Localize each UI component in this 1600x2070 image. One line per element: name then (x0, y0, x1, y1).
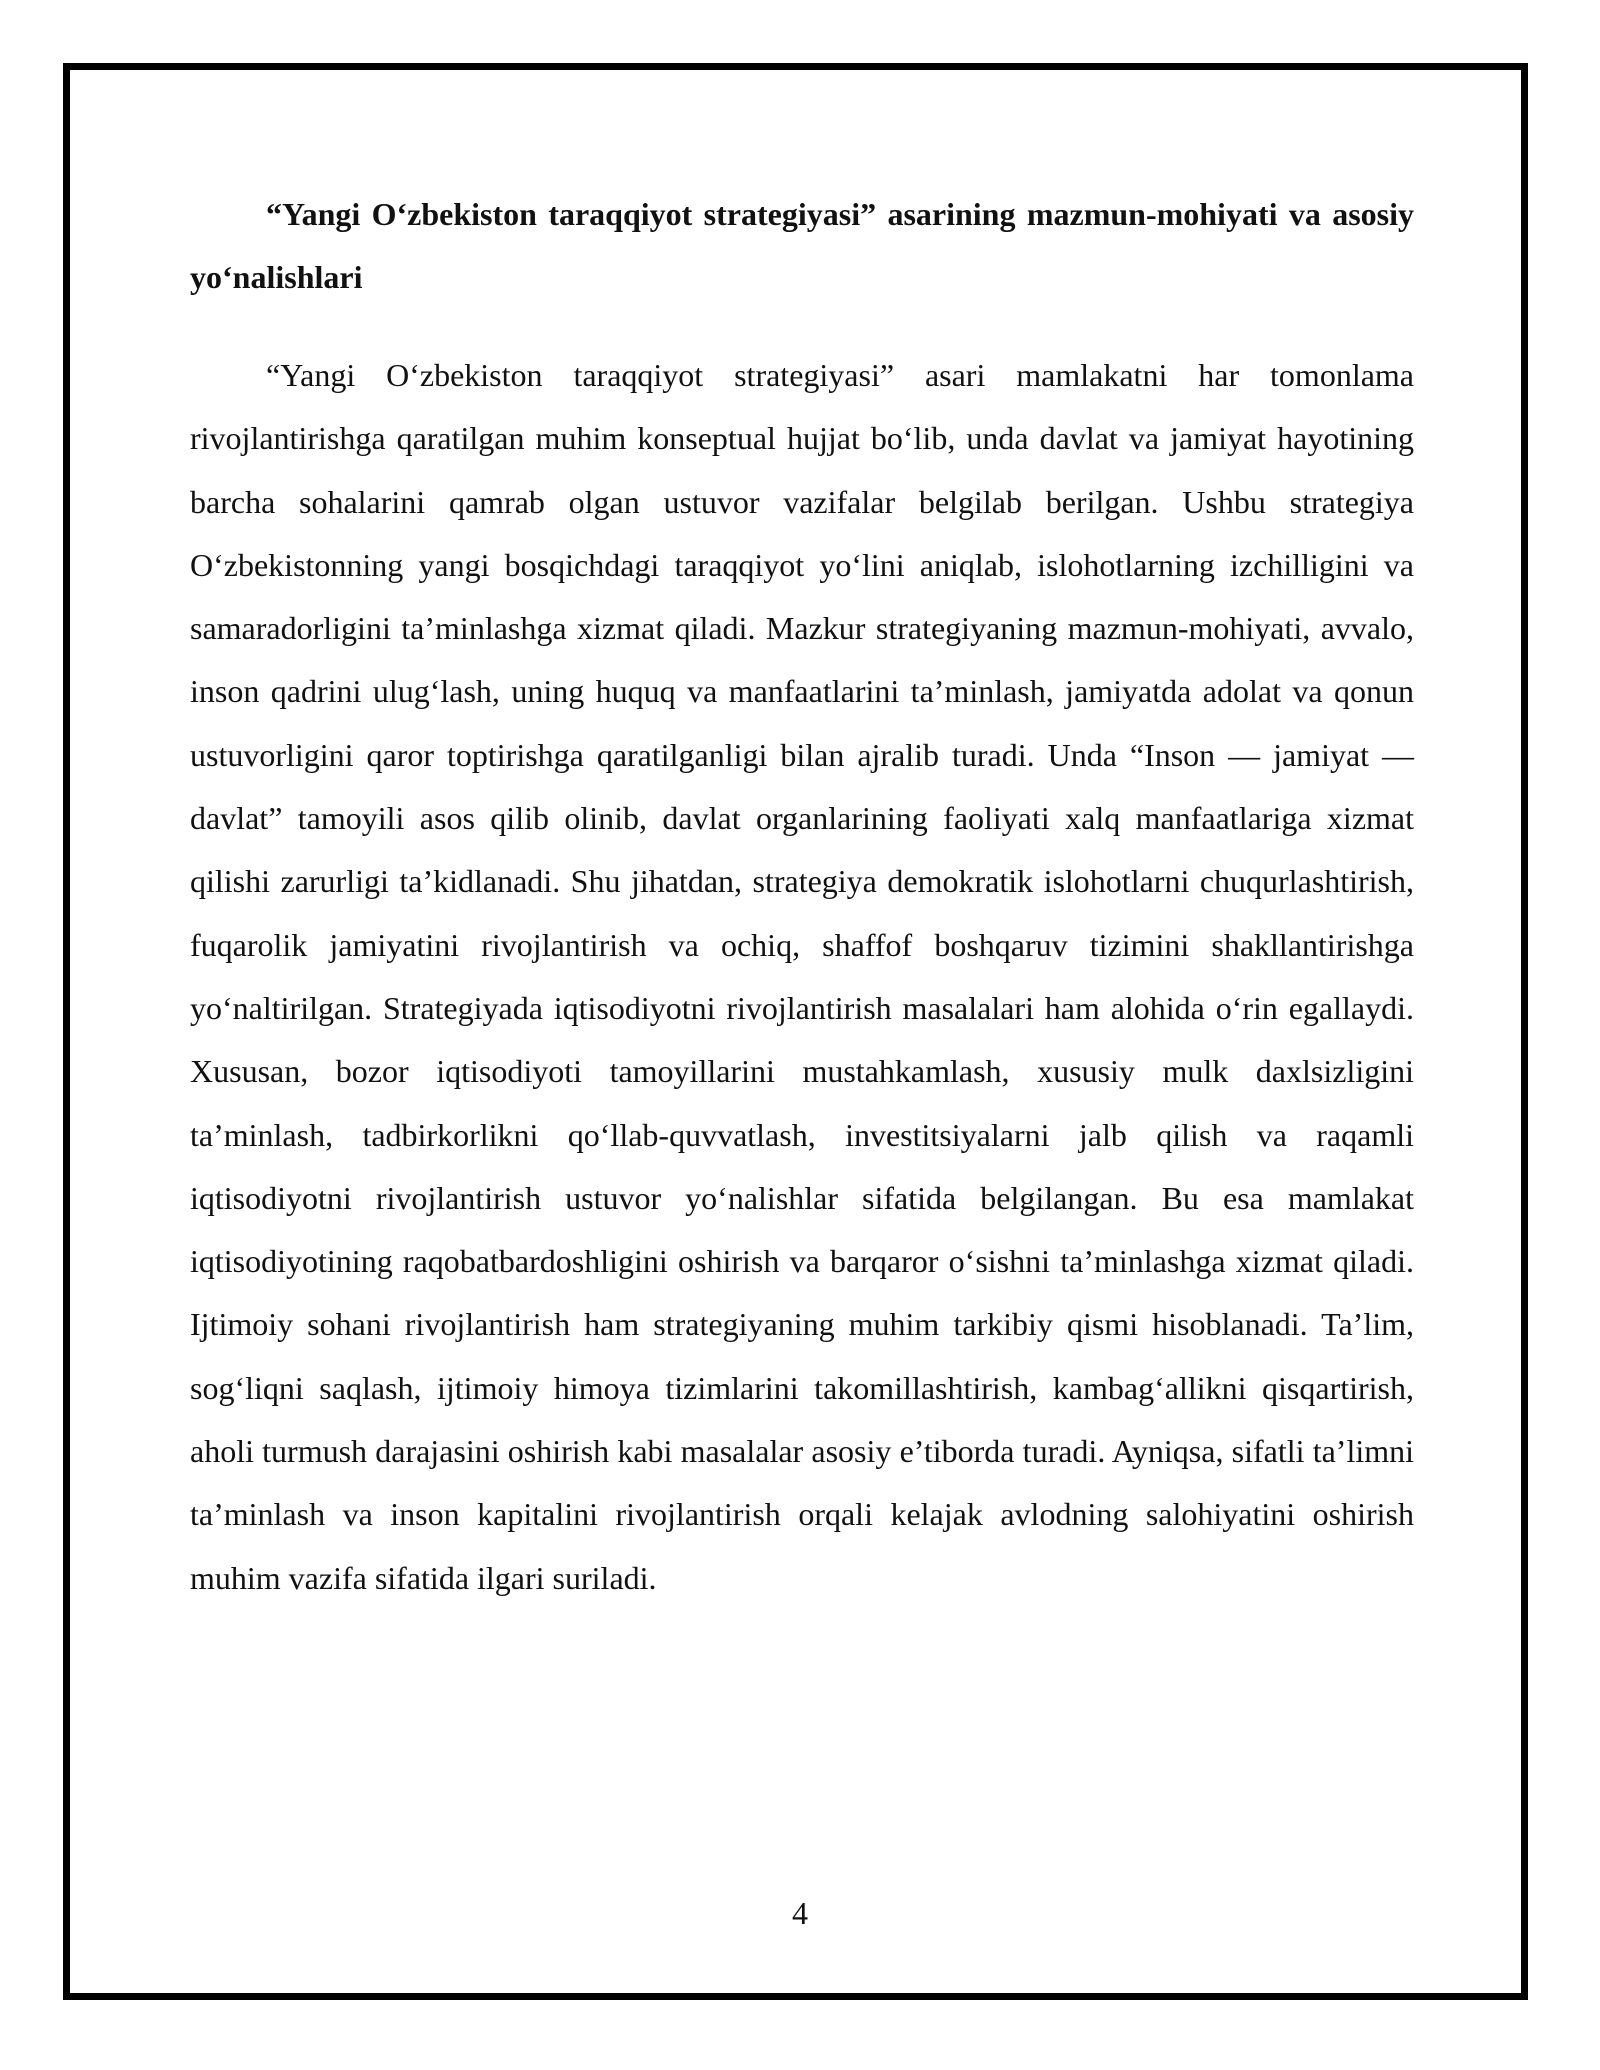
page-number: 4 (792, 1895, 808, 1931)
document-content (190, 183, 1414, 1610)
section-heading: “Yangi O‘zbekiston taraqqiyot strategiyasi” asarining mazmun-mohiyati va asosiy yo‘nalishlari (190, 196, 1414, 295)
body-paragraph: “Yangi O‘zbekiston taraqqiyot strategiyasi” asari mamlakatni har tomonlama rivojlantirishga qaratilgan muhim konseptual hujjat bo‘lib, unda davlat va jamiyat hayotining barcha sohalarini qamrab olgan ustuvor vazifalar belgilab berilgan. Ushbu strategiya O‘zbekistonning yangi bosqichdagi taraqqiyot yo‘lini aniqlab, islohotlarning izchilligini va samaradorligini ta’minlashga xizmat qiladi. Mazkur strategiyaning mazmun-mohiyati, avvalo, inson qadrini ulug‘lash, uning huquq va manfaatlarini ta’minlash, jamiyatda adolat va qonun ustuvorligini qaror toptirishga qaratilganligi bilan ajralib turadi. Unda “Inson — jamiyat — davlat” tamoyili asos qilib olinib, davlat organlarining faoliyati xalq manfaatlariga xizmat qilishi zarurligi ta’kidlanadi. Shu jihatdan, strategiya demokratik islohotlarni chuqurlashtirish, fuqarolik jamiyatini rivojlantirish va ochiq, shaffof boshqaruv tizimini shakllantirishga yo‘naltirilgan. Strategiyada iqtisodiyotni rivojlantirish masalalari ham alohida o‘rin egallaydi. Xususan, bozor iqtisodiyoti tamoyillarini mustahkamlash, xususiy mulk daxlsizligini ta’minlash, tadbirkorlikni qo‘llab-quvvatlash, investitsiyalarni jalb qilish va raqamli iqtisodiyotni rivojlantirish ustuvor yo‘nalishlar sifatida belgilangan. Bu esa mamlakat iqtisodiyotining raqobatbardoshligini oshirish va barqaror o‘sishni ta’minlashga xizmat qiladi. Ijtimoiy sohani rivojlantirish ham strategiyaning muhim tarkibiy qismi hisoblanadi. Ta’lim, sog‘liqni saqlash, ijtimoiy himoya tizimlarini takomillashtirish, kambag‘allikni qisqartirish, aholi turmush darajasini oshirish kabi masalalar asosiy e’tiborda turadi. Ayniqsa, sifatli ta’limni ta’minlash va inson kapitalini rivojlantirish orqali kelajak avlodning salohiyatini oshirish muhim vazifa sifatida ilgari suriladi. (190, 357, 1414, 1596)
